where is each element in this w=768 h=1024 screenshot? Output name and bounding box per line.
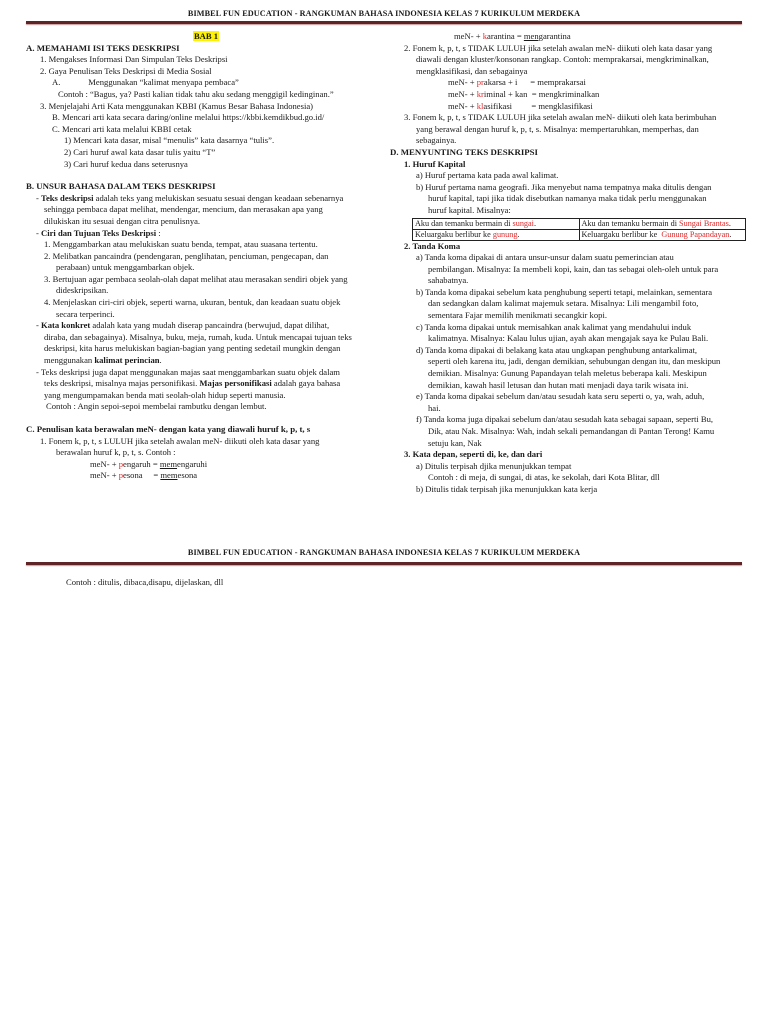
term: Kata konkret xyxy=(41,320,91,331)
subheading: 3. Kata depan, seperti di, ke, dan dari xyxy=(404,449,543,460)
text: adalah gaya bahasa xyxy=(271,378,341,389)
text: menggunakan xyxy=(44,355,95,366)
list-item: b) Ditulis tidak terpisah jika menunjukkan kata kerja xyxy=(416,483,598,494)
term: Majas personifikasi xyxy=(199,378,272,389)
example-row xyxy=(390,77,750,89)
text: meN- + xyxy=(448,88,477,99)
list-item: C. Mencari arti kata melalui KBBI cetak xyxy=(52,123,192,134)
table-row xyxy=(413,218,746,229)
text: = mengkriminalkan xyxy=(527,88,600,99)
list-item: perabaan) untuk menggambarkan objek. xyxy=(56,262,195,273)
list-item: 2) Cari huruf awal kata dasar tulis yaitu “T” xyxy=(64,146,216,157)
table-cell xyxy=(579,218,746,229)
highlight: kl xyxy=(476,100,484,111)
text: meN- + xyxy=(448,100,477,111)
table-row xyxy=(413,229,746,240)
list-item: 1. Fonem k, p, t, s LULUH jika setelah awalan meN- diikuti oleh kata dasar yang xyxy=(40,435,320,446)
definition-paragraph: - Teks deskripsi adalah teks yang melukiskan sesuatu sesuai dengan keadaan sebenarnya xyxy=(36,192,344,203)
text: esona xyxy=(177,470,198,481)
list-item: 3. Bertujuan agar pembaca seolah-olah dapat melihat atau merasakan sendiri objek yang xyxy=(44,273,348,284)
header-rule-2 xyxy=(26,562,742,565)
list-item: 2. Gaya Penulisan Teks Deskripsi di Media Sosial xyxy=(40,65,212,76)
highlight: gunung xyxy=(492,229,518,239)
list-item: 2. Melibatkan pancaindra (pendengaran, penglihatan, penciuman, pengecapan, dan xyxy=(44,250,329,261)
section-a-title: A. MEMAHAMI ISI TEKS DESKRIPSI xyxy=(26,42,180,53)
left-column xyxy=(26,31,386,482)
text-line: huruf kapital, tapi jika tidak disebutkan namanya maka tidak perlu menggunakan xyxy=(428,193,707,204)
highlight: sungai xyxy=(512,218,534,228)
text: teks deskripsi, misalnya majas personifikasi. xyxy=(44,378,200,389)
text: . xyxy=(159,355,162,366)
text-line: huruf kapital. Misalnya: xyxy=(428,204,511,215)
list-item: A. Menggunakan “kalimat menyapa pembaca” xyxy=(52,77,239,88)
example-text: Contoh : Angin sepoi-sepoi membelai rambutku dengan lembut. xyxy=(46,401,267,412)
right-column xyxy=(390,31,750,496)
definition-paragraph: - Kata konkret adalah kata yang mudah diserap pancaindra (berwujud, dapat dilihat, xyxy=(36,320,330,331)
list-item: a) Ditulis terpisah djika menunjukkan tempat xyxy=(416,460,572,471)
list-item: 1. Menggambarkan atau melukiskan suatu benda, tempat, atau suasana tertentu. xyxy=(44,239,318,250)
capital-example-table xyxy=(412,218,746,241)
text-line: kalimatnya. Misalnya: Kalau lulus ujian, ayah akan mengajak saya ke Pulau Bali. xyxy=(428,333,709,344)
text: Keluargaku berlibur ke xyxy=(415,229,493,239)
text: akarsa + i xyxy=(483,77,518,88)
section-c-title: C. Penulisan kata berawalan meN- dengan kata yang diawali huruf k, p, t, s xyxy=(26,424,311,434)
list-item: B. Mencari arti kata secara daring/online melalui https://kbbi.kemdikbud.go.id/ xyxy=(52,112,325,123)
highlight: Sungai Brantas xyxy=(679,218,729,228)
text-line: demikian, kawah hasil letusan dan hutan mati menjadi daya tarik wisata ini. xyxy=(428,379,689,390)
underlined: mem xyxy=(159,458,178,469)
text: : xyxy=(156,227,161,238)
text: iminal + kan xyxy=(483,88,528,99)
text: = xyxy=(142,470,161,481)
ciri-heading: - Ciri dan Tujuan Teks Deskripsi : xyxy=(36,227,161,238)
text: Aku dan temanku bermain di xyxy=(581,218,680,228)
text-line: sehingga pembaca dapat melihat, mendengar, mencium, dan merasakan apa yang xyxy=(44,204,323,215)
highlight: p xyxy=(118,458,124,469)
list-item: b) Huruf pertama nama geografi. Jika menyebut nama tempatnya maka ditulis dengan xyxy=(416,181,712,192)
list-item: a) Tanda koma dipakai di antara unsur-unsur dalam suatu pemerincian atau xyxy=(416,252,674,263)
text-line: diawali dengan kluster/konsonan rangkap. Contoh: memprakarsai, mengkriminalkan, xyxy=(416,54,709,65)
text-line: yang mengumpamakan benda mati seolah-olah hidup seperti manusia. xyxy=(44,389,286,400)
text: asifikasi xyxy=(483,100,513,111)
text-line: berawalan huruf k, p, t, s. Contoh : xyxy=(56,447,176,458)
text: = xyxy=(150,458,160,469)
highlight: p xyxy=(118,470,124,481)
text: = memprakarsai xyxy=(517,77,586,88)
list-item: d) Tanda koma dipakai di belakang kata atau ungkapan penghubung antarkalimat, xyxy=(416,344,698,355)
list-item: 3. Menjelajahi Arti Kata menggunakan KBBI (Kamus Besar Bahasa Indonesia) xyxy=(40,100,314,111)
underlined: meng xyxy=(523,31,543,41)
text-line: - Teks deskripsi juga dapat menggunakan majas saat menggambarkan suatu objek dalam xyxy=(36,366,340,377)
text: = xyxy=(514,31,524,41)
text: Teks deskripsi juga dapat menggunakan majas saat menggambarkan suatu objek dalam xyxy=(40,366,340,377)
text-line: sementara Fajar memilih menikmati secangkir kopi. xyxy=(428,310,607,321)
list-item: 1. Mengakses Informasi Dan Simpulan Teks Deskripsi xyxy=(40,54,228,65)
highlight: kr xyxy=(476,88,484,99)
text-line: diraba, dan sebagainya). Misalnya, buku, meja, rumah, kuda. Untuk mencapai tujuan teks xyxy=(44,331,352,342)
text: meN- + xyxy=(454,31,483,41)
list-item: secara terperinci. xyxy=(56,308,115,319)
text: arantina xyxy=(542,31,571,41)
list-item: c) Tanda koma dipakai untuk memisahkan anak kalimat yang mendahului induk xyxy=(416,321,692,332)
text: = mengklasifikasi xyxy=(512,100,593,111)
text-line: Dik, atau Nak. Misalnya: Wah, indah sekali pemandangan di Pantan Terong! Kamu xyxy=(428,426,715,436)
underlined: mem xyxy=(160,470,178,481)
list-item: f) Tanda koma juga dipakai sebelum dan/atau sesudah kata sebagai sapaan, seperti Bu, xyxy=(416,414,714,425)
text-line: pembilangan. Misalnya: Ia membeli kopi, kain, dan tas sebagai oleh-oleh untuk para xyxy=(428,263,719,274)
text-line: dilukiskan itu sesuai dengan citra penulisnya. xyxy=(44,215,201,226)
text: . xyxy=(533,218,536,228)
text-line: sahabatnya. xyxy=(428,275,469,286)
list-item: e) Tanda koma dipakai sebelum dan/atau sesudah kata seru seperti o, ya, wah, aduh, xyxy=(416,391,705,402)
list-item: dideskripsikan. xyxy=(56,285,109,296)
text-line xyxy=(26,355,386,367)
header-rule xyxy=(26,21,742,24)
subheading: 1. Huruf Kapital xyxy=(404,158,466,169)
text: Aku dan temanku bermain di xyxy=(415,218,513,228)
example-row xyxy=(390,89,750,101)
text: meN- + xyxy=(90,458,119,469)
text-line: seperti oleh karena itu, jadi, dengan demikian, sehubungan dengan itu, dan meskipun xyxy=(428,356,721,367)
text-line: setuju kan, Nak xyxy=(428,437,482,448)
chapter-title xyxy=(26,31,386,43)
highlight: k xyxy=(482,31,488,41)
term: Ciri dan Tujuan Teks Deskripsi xyxy=(41,227,157,238)
text: engaruhi xyxy=(177,458,208,469)
list-item: 1) Mencari kata dasar, misal “menulis” kata dasarnya “tulis”. xyxy=(64,135,275,146)
example-text: Contoh : ditulis, dibaca,disapu, dijelaskan, dll xyxy=(66,577,224,587)
list-item: a) Huruf pertama kata pada awal kalimat. xyxy=(416,170,559,181)
text: meN- + xyxy=(448,77,477,88)
text: arantina xyxy=(487,31,515,41)
example-row xyxy=(26,470,386,482)
example-row xyxy=(26,459,386,471)
example-row xyxy=(390,101,750,113)
text-line: demikian. Misalnya: Gunung Papandayan telah meletus beberapa kali. Meskipun xyxy=(428,368,707,379)
subheading: 2. Tanda Koma xyxy=(404,240,461,251)
text: adalah teks yang melukiskan sesuatu sesuai dengan keadaan sebenarnya xyxy=(93,192,344,203)
list-item: 3) Cari huruf kedua dans seterusnya xyxy=(64,158,188,169)
text: meN- + xyxy=(90,470,119,481)
example-row xyxy=(390,31,750,43)
text: . xyxy=(517,229,520,239)
list-item: 4. Menjelaskan ciri-ciri objek, seperti warna, ukuran, bentuk, dan keadaan suatu objek xyxy=(44,297,341,308)
term: kalimat perincian xyxy=(94,355,160,366)
page-header-2: BIMBEL FUN EDUCATION - RANGKUMAN BAHASA INDONESIA KELAS 7 KURIKULUM MERDEKA xyxy=(187,548,581,557)
text-line: sebagainya. xyxy=(416,135,457,146)
text-line: deskripsi, kita harus melukiskan bagian-bagian yang penting sedetail mungkin dengan xyxy=(44,343,341,354)
text-line: mengklasifikasi, dan sebagainya xyxy=(416,65,528,76)
text: . xyxy=(729,229,732,239)
list-item: b) Tanda koma dipakai sebelum kata penghubung seperti tetapi, melainkan, sementara xyxy=(416,286,713,297)
text: Keluargaku berlibur ke xyxy=(581,229,662,239)
chapter-highlight: BAB 1 xyxy=(193,31,219,41)
text: adalah kata yang mudah diserap pancaindra (berwujud, dapat dilihat, xyxy=(90,320,330,331)
highlight: Gunung Papandayan xyxy=(661,229,730,239)
term: Teks deskripsi xyxy=(41,192,94,203)
text: esona xyxy=(123,470,143,481)
highlight: pr xyxy=(476,77,484,88)
text-line xyxy=(26,378,386,390)
table-cell xyxy=(579,229,746,240)
text: engaruh xyxy=(123,458,151,469)
page-header: BIMBEL FUN EDUCATION - RANGKUMAN BAHASA INDONESIA KELAS 7 KURIKULUM MERDEKA xyxy=(187,9,581,18)
text-line: yang berawal dengan huruf k, p, t, s. Misalnya: mempertaruhkan, memperhas, dan xyxy=(416,123,699,134)
example-text: Contoh : di meja, di sungai, di atas, ke sekolah, dari Kota Blitar, dll xyxy=(428,472,660,483)
section-d-title: D. MENYUNTING TEKS DESKRIPSI xyxy=(390,146,538,157)
table-cell xyxy=(413,218,580,229)
text-line: hai. xyxy=(428,402,441,413)
text: . xyxy=(728,218,731,228)
list-item: 3. Fonem k, p, t, s TIDAK LULUH jika setelah awalan meN- diikuti oleh kata berimbuhan xyxy=(404,112,717,123)
list-item: 2. Fonem k, p, t, s TIDAK LULUH jika setelah awalan meN- diikuti oleh kata dasar yang xyxy=(404,42,713,53)
example-text: Contoh : “Bagus, ya? Pasti kalian tidak tahu aku sedang menggigil kedinginan.” xyxy=(58,88,334,99)
text-line: dan sedangkan dalam kalimat majemuk setara. Misalnya: Lili mengambil foto, xyxy=(428,298,699,309)
section-b-title: B. UNSUR BAHASA DALAM TEKS DESKRIPSI xyxy=(26,181,216,192)
table-cell xyxy=(413,229,580,240)
